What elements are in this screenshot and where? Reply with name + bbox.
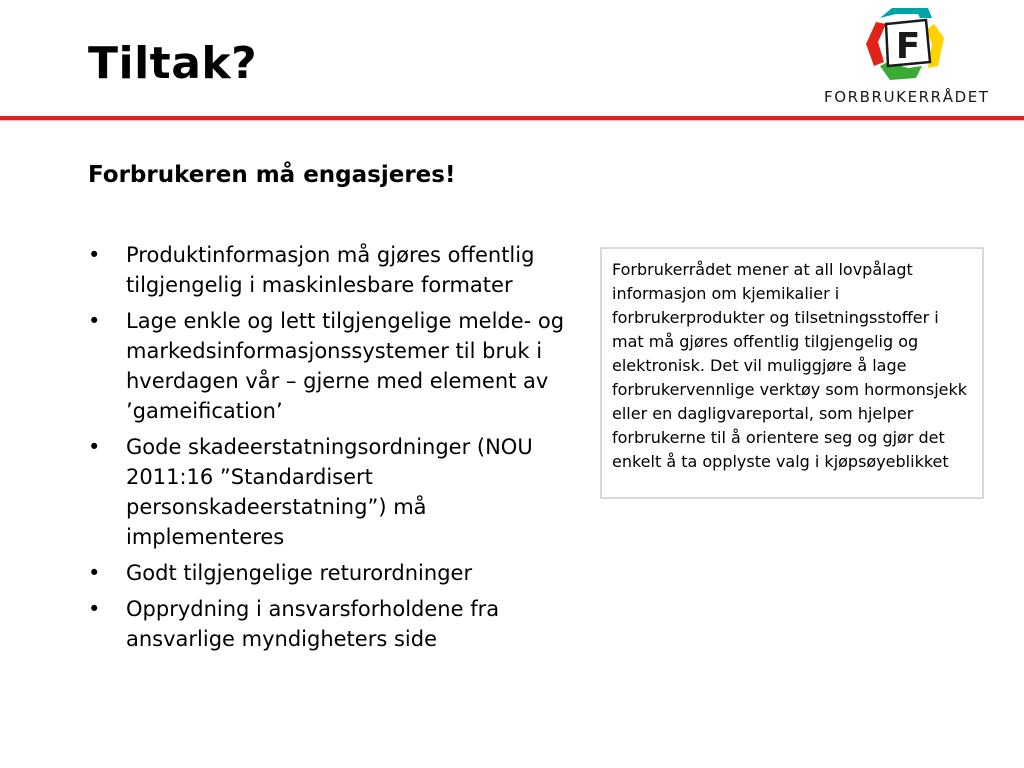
- logo-mark-icon: [858, 4, 950, 86]
- list-item: [88, 240, 588, 300]
- slide-subtitle: Forbrukeren må engasjeres!: [88, 162, 456, 188]
- list-item: [88, 594, 588, 654]
- list-item-text: Produktinformasjon må gjøres offentlig tilgjengelig i maskinlesbare formater: [126, 243, 535, 297]
- list-item: [88, 558, 588, 588]
- note-box: [600, 247, 984, 499]
- header-divider-shadow: [0, 120, 1024, 121]
- list-item: [88, 432, 588, 552]
- list-item: [88, 306, 588, 426]
- forbrukerradet-logo: [820, 4, 990, 104]
- logo-letter: F: [895, 26, 921, 67]
- logo-red-segment: [866, 22, 886, 66]
- bullet-marker: •: [88, 435, 101, 459]
- list-item-text: Lage enkle og lett tilgjengelige melde- og markedsinformasjonssystemer til bruk i hverdagen vår – gjerne med element av ’gameification’: [126, 309, 565, 423]
- bullet-list: [88, 240, 588, 660]
- list-item-text: Opprydning i ansvarsforholdene fra ansvarlige myndigheters side: [126, 597, 500, 651]
- bullet-marker: •: [88, 561, 101, 585]
- bullet-marker: •: [88, 309, 101, 333]
- logo-teal-segment: [880, 8, 932, 18]
- logo-wordmark: FORBRUKERRÅDET: [824, 88, 990, 106]
- slide-title: Tiltak?: [88, 38, 258, 89]
- bullet-marker: •: [88, 243, 101, 267]
- bullet-marker: •: [88, 597, 101, 621]
- note-text: Forbrukerrådet mener at all lovpålagt informasjon om kjemikalier i forbrukerprodukter og tilsetningsstoffer i mat må gjøres offentlig tilgjengelig og elektronisk. Det vil muliggjøre å lage forbrukervennlige verktøy som hormonsjekk eller en dagligvareportal, som hjelper forbrukerne til å orientere seg og gjør det enkelt å ta opplyste valg i kjøpsøyeblikket: [612, 260, 968, 471]
- list-item-text: Gode skadeerstatningsordninger (NOU 2011:16 ”Standardisert personskadeerstatning”) må implementeres: [126, 435, 533, 549]
- list-item-text: Godt tilgjengelige returordninger: [126, 561, 473, 585]
